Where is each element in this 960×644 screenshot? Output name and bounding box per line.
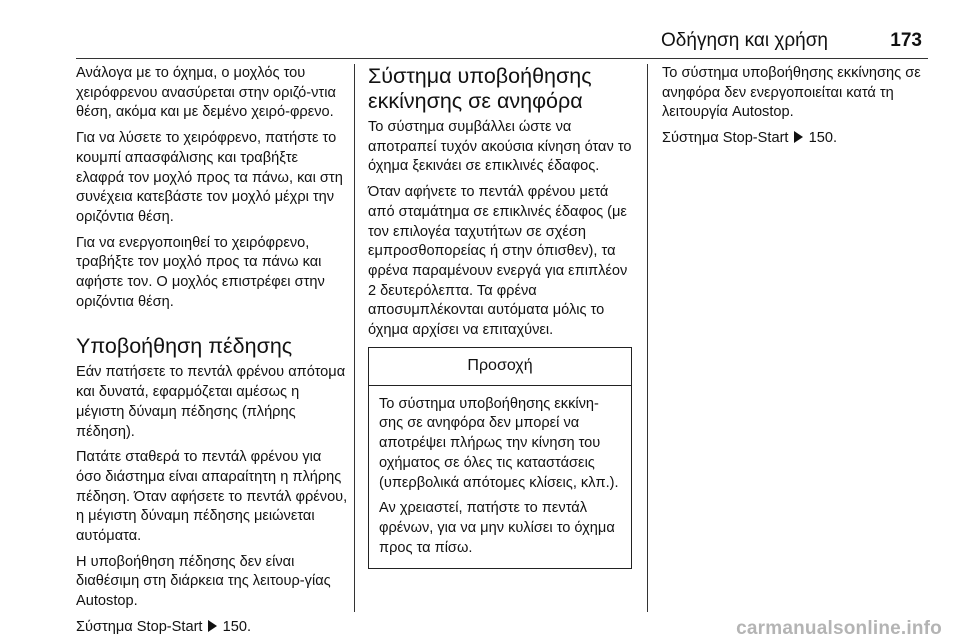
section-title: Οδήγηση και χρήση (661, 30, 828, 51)
caution-box (368, 347, 632, 570)
paragraph: Για να ενεργοποιηθεί το χειρόφρενο, τραβήξτε τον μοχλό προς τα πάνω και αφήστε τον. Ο μοχλός επιστρέφει στην οριζόντια θέση. (76, 234, 325, 310)
reference-page: 150. (808, 130, 838, 147)
paragraph: Εάν πατήσετε το πεντάλ φρένου απότομα και δυνατά, εφαρμόζεται αμέσως η μέγιστη δύναμη πέδησης (πλήρης πέδηση). (76, 364, 346, 440)
paragraph: Η υποβοήθηση πέδησης δεν είναι διαθέσιμη στη διάρκεια της λειτουρ-γίας Autostop. (76, 553, 331, 610)
paragraph: Πατάτε σταθερά το πεντάλ φρένου για όσο διάστημα είναι απαραίτητη η πλήρης πέδηση. Όταν αφήσετε το πεντάλ φρένου, η μέγιστη δύναμη πέδησης μειώνεται αυτόματα. (76, 449, 348, 545)
reference-label: Σύστημα Stop-Start (76, 618, 203, 635)
watermark: carmanualsonline.info (736, 618, 942, 639)
paragraph: Για να λύσετε το χειρόφρενο, πατήστε το κουμπί απασφάλισης και τραβήξτε ελαφρά τον μοχλό προς τα πάνω, και στη συνέχεια κατεβάστε τον μοχλό μέχρι την οριζόντια θέση. (76, 130, 343, 225)
paragraph: Όταν αφήνετε το πεντάλ φρένου μετά από σταμάτημα σε επικλινές έδαφος (με τον επιλογέα ταχυτήτων σε σχέση εμπροσθοπορείας ή στην όπισθεν), τα φρένα παραμένουν ενεργά για επιπλέον 2 δευτερόλεπτα. Τα φρένα αποσυμπλέκονται αυτόματα μόλις το όχημα αρχίσει να επιταχύνει. (368, 184, 628, 339)
paragraph: Ανάλογα με το όχημα, ο μοχλός του χειρόφρενου ανασύρεται στην οριζό-ντια θέση, ακόμα και με δεμένο χειρό-φρενο. (76, 65, 336, 121)
paragraph: Το σύστημα συμβάλλει ώστε να αποτραπεί τυχόν ακούσια κίνηση όταν το όχημα ξεκινάει σε επικλινές έδαφος. (368, 119, 632, 175)
section-heading-brake-assist: Υποβοήθηση πέδησης (76, 334, 293, 359)
caution-body (369, 386, 631, 569)
cross-reference[interactable] (76, 618, 348, 638)
reference-label: Σύστημα Stop-Start (662, 130, 789, 147)
cross-reference[interactable] (662, 129, 928, 149)
caution-paragraph: Το σύστημα υποβοήθησης εκκίνη-σης σε ανηφόρα δεν μπορεί να αποτρέψει πλήρως την κίνηση του οχήματος σε όλες τις καταστάσεις (υπερβολικά απότομες κλίσεις, κλπ.). (379, 395, 619, 491)
page-number: 173 (890, 30, 922, 51)
caution-paragraph: Αν χρειαστεί, πατήστε το πεντάλ φρένων, για να μην κυλίσει το όχημα προς τα πίσω. (379, 500, 615, 556)
reference-page: 150. (222, 618, 252, 635)
page-header (76, 28, 928, 54)
column-1 (76, 64, 348, 644)
paragraph: Το σύστημα υποβοήθησης εκκίνησης σε ανηφόρα δεν ενεργοποιείται κατά τη λειτουργία Autostop. (662, 65, 921, 121)
page-reference-arrow-icon (208, 620, 217, 632)
header-rule (76, 58, 928, 59)
section-heading-hill-start-assist: Σύστημα υποβοήθησης εκκίνησης σε ανηφόρα (368, 64, 592, 113)
column-divider-1 (354, 64, 355, 612)
page-reference-arrow-icon (794, 131, 803, 143)
column-2 (368, 64, 634, 569)
column-divider-2 (647, 64, 648, 612)
caution-title: Προσοχή (369, 348, 631, 386)
column-3 (662, 64, 928, 155)
